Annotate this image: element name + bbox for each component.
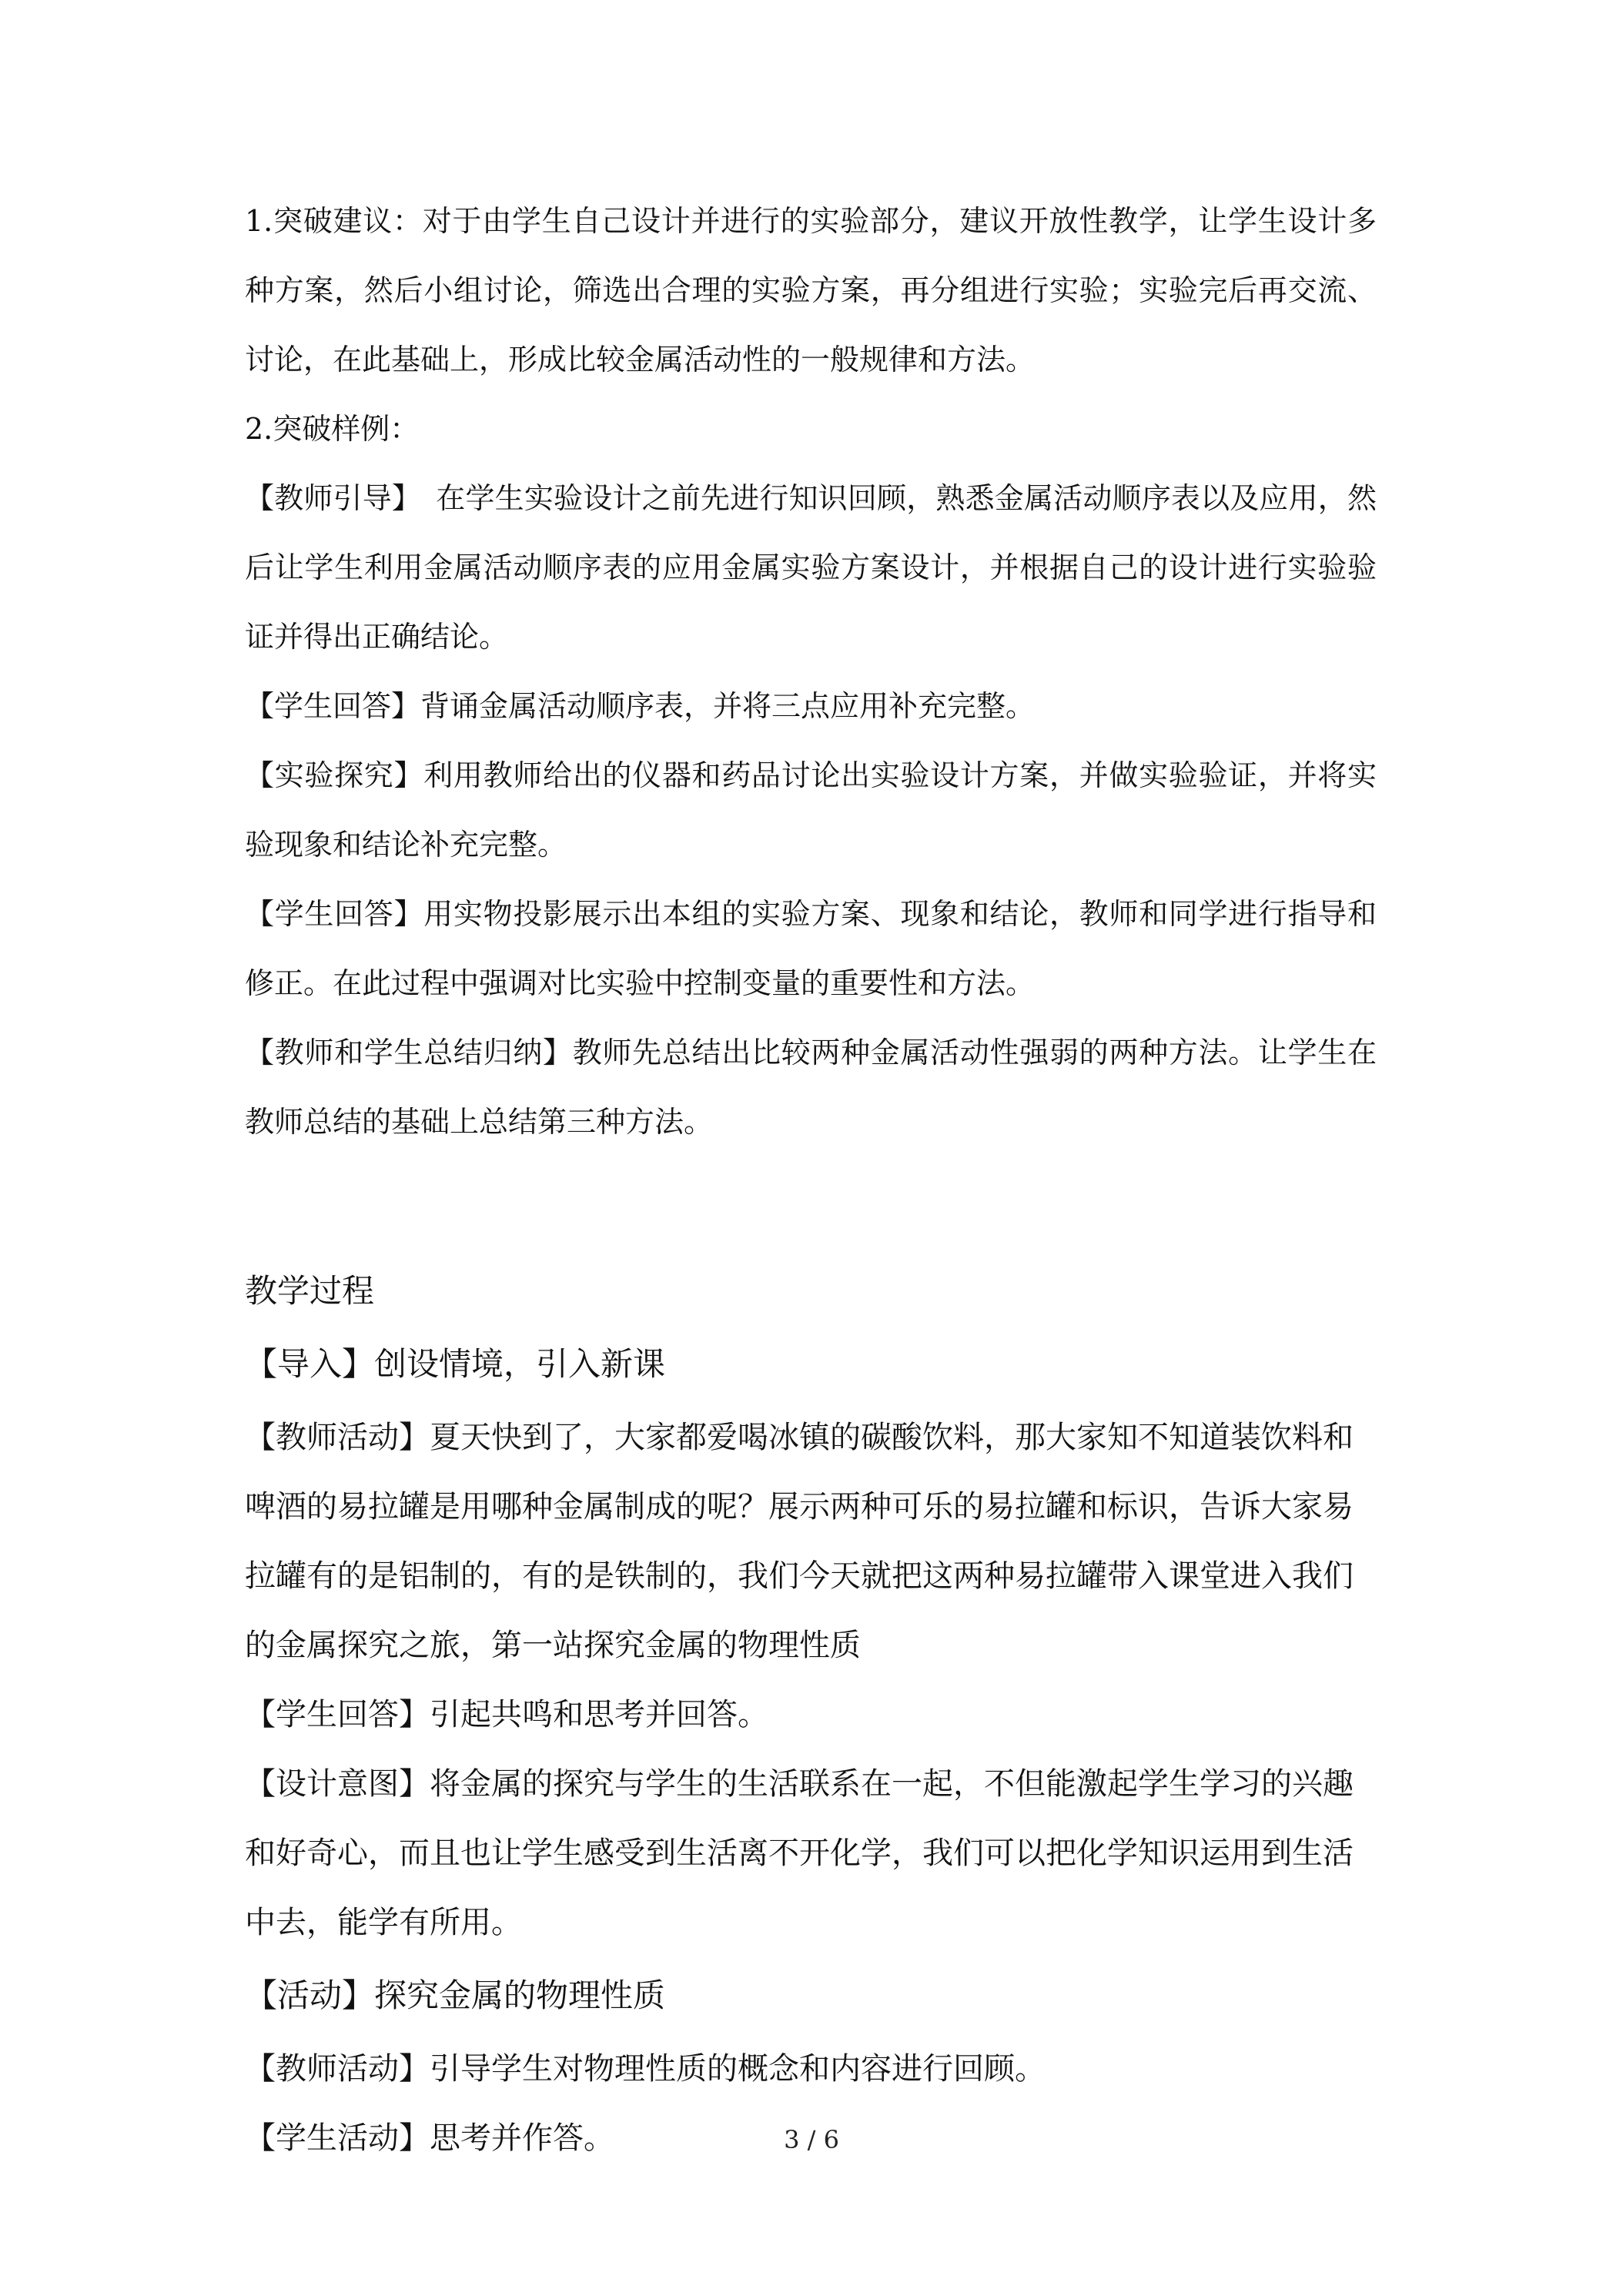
section-title: 教学过程 <box>245 1272 375 1310</box>
design-intent-paragraph: 【设计意图】将金属的探究与学生的生活联系在一起，不但能激起学生学习的兴趣和好奇心，而且也让学生感受到生活离不开化学，我们可以把化学知识运用到生活中去，能学有所用。 <box>245 1766 1354 1940</box>
student-answer-paragraph: 【学生回答】引起共鸣和思考并回答。 <box>245 1697 768 1732</box>
breakthrough-example-label: 2.突破样例： <box>245 412 420 446</box>
student-answer-paragraph: 【学生回答】用实物投影展示出本组的实验方案、现象和结论，教师和同学进行指导和修正。在此过程中强调对比实验中控制变量的重要性和方法。 <box>245 897 1377 1000</box>
teacher-activity-paragraph: 【教师活动】夏天快到了，大家都爱喝冰镇的碳酸饮料，那大家知不知道装饮料和啤酒的易拉罐是用哪种金属制成的呢？展示两种可乐的易拉罐和标识，告诉大家易拉罐有的是铝制的，有的是铁制的，我们今天就把这两种易拉罐带入课堂进入我们的金属探究之旅，第一站探究金属的物理性质 <box>245 1420 1354 1663</box>
page-content <box>245 186 1377 2173</box>
student-answer-paragraph: 【学生回答】背诵金属活动顺序表，并将三点应用补充完整。 <box>245 689 1036 723</box>
teacher-guide-paragraph: 【教师引导】 在学生实验设计之前先进行知识回顾，熟悉金属活动顺序表以及应用，然后让学生利用金属活动顺序表的应用金属实验方案设计，并根据自己的设计进行实验验证并得出正确结论。 <box>245 481 1377 654</box>
teacher-activity-paragraph: 【教师活动】引导学生对物理性质的概念和内容进行回顾。 <box>245 2051 1046 2087</box>
page-number: 3 / 6 <box>784 2125 839 2154</box>
section-spacer <box>245 1156 1377 1257</box>
breakthrough-suggestion: 1.突破建议：对于由学生自己设计并进行的实验部分，建议开放性教学，让学生设计多种方案，然后小组讨论，筛选出合理的实验方案，再分组进行实验；实验完后再交流、讨论，在此基础上，形成比较金属活动性的一般规律和方法。 <box>245 204 1377 377</box>
student-activity-paragraph: 【学生活动】思考并作答。 <box>245 2120 614 2156</box>
intro-heading: 【导入】创设情境，引入新课 <box>245 1345 666 1383</box>
summary-paragraph: 【教师和学生总结归纳】教师先总结出比较两种金属活动性强弱的两种方法。让学生在教师总结的基础上总结第三种方法。 <box>245 1036 1377 1139</box>
activity-heading: 【活动】探究金属的物理性质 <box>245 1976 666 2014</box>
experiment-paragraph: 【实验探究】利用教师给出的仪器和药品讨论出实验设计方案，并做实验验证，并将实验现象和结论补充完整。 <box>245 758 1377 862</box>
